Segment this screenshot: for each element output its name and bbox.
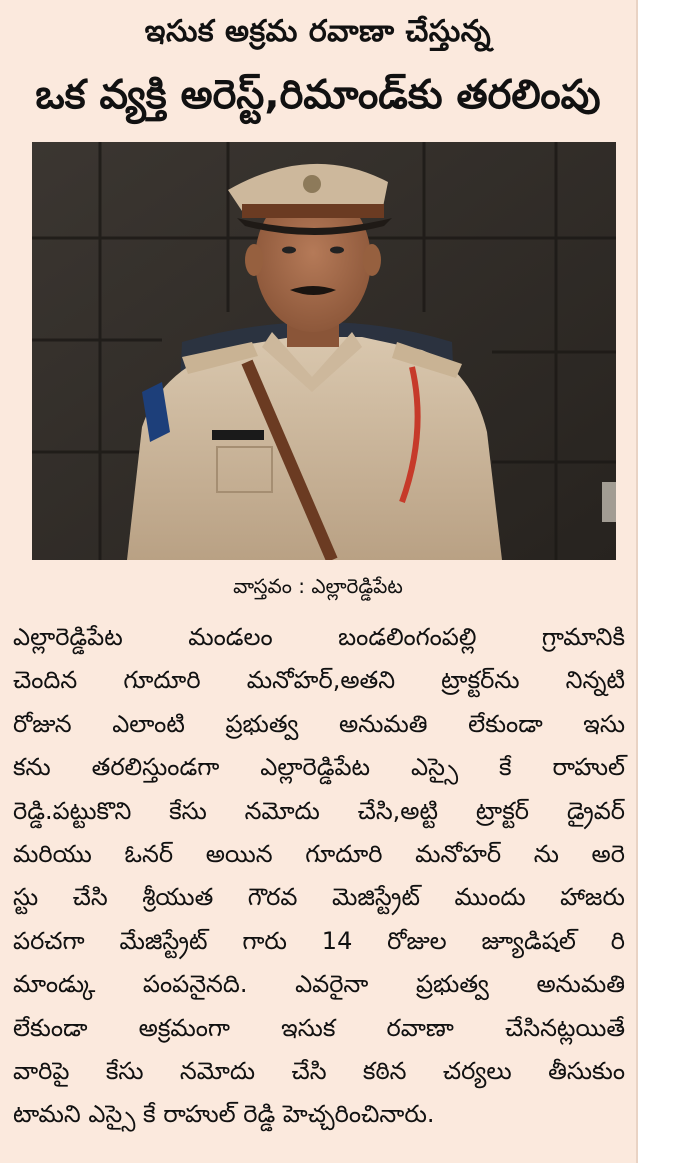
clipping-edge [636, 0, 638, 1163]
body-line: స్టు చేసి శ్రీయుత గౌరవ మెజిస్ట్రేట్ ముందు హాజరు [13, 883, 625, 912]
police-officer-photo [32, 142, 616, 560]
body-line: పరచగా మేజిస్ట్రేట్ గారు 14 రోజుల జ్యూడిషల్ రి [13, 926, 625, 955]
body-line: రోజున ఎలాంటి ప్రభుత్వ అనుమతి లేకుండా ఇసు [13, 709, 625, 738]
main-headline: ఒక వ్యక్తి అరెస్ట్,రిమాండ్‌కు తరలింపు [35, 72, 601, 118]
body-line: లేకుండా అక్రమంగా ఇసుక రవాణా చేసినట్లయితే [13, 1013, 625, 1042]
body-line: ఎల్లారెడ్డిపేట మండలం బండలింగంపల్లి గ్రామానికి [13, 623, 625, 651]
kicker-headline: ఇసుక అక్రమ రవాణా చేస్తున్న [144, 14, 492, 49]
body-line: టామని ఎస్సై కే రాహుల్ రెడ్డి హెచ్చరించినారు. [13, 1100, 435, 1129]
body-line: వారిపై కేసు నమోదు చేసి కఠిన చర్యలు తీసుకుం [13, 1056, 625, 1085]
body-line: కను తరలిస్తుండగా ఎల్లారెడ్డిపేట ఎస్సై కే రాహుల్ [13, 753, 625, 782]
body-line: మరియు ఓనర్ అయిన గూదూరి మనోహర్ ను అరె [13, 839, 625, 868]
officer-illustration [32, 142, 616, 560]
article-body [13, 616, 625, 1137]
body-line: మాండ్కు పంపనైనది. ఎవరైనా ప్రభుత్వ అనుమతి [13, 970, 625, 999]
body-line: రెడ్డి.పట్టుకొని కేసు నమోదు చేసి,అట్టి ట్రాక్టర్ డ్రైవర్ [13, 796, 625, 825]
dateline: వాస్తవం : ఎల్లారెడ్డిపేట [233, 574, 403, 598]
body-line: చెందిన గూదూరి మనోహర్,అతని ట్రాక్టర్‌ను నిన్నటి [13, 666, 625, 695]
